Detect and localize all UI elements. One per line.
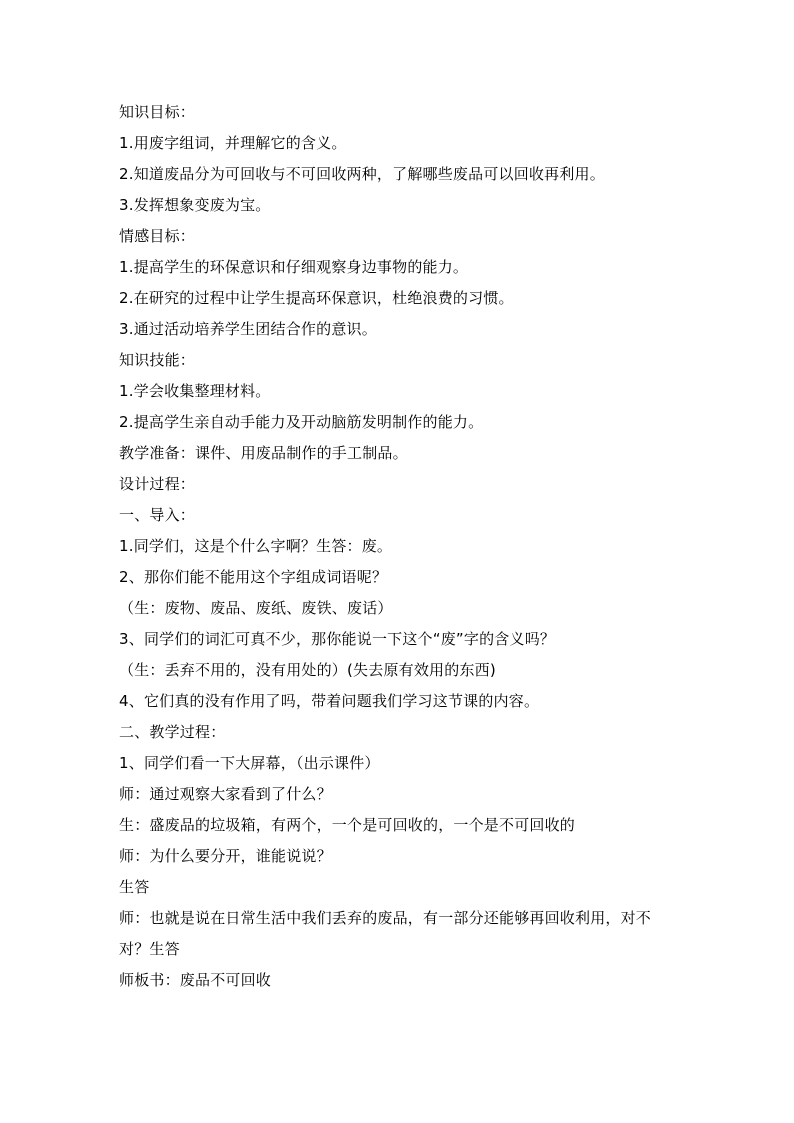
paragraph: 对？生答 xyxy=(119,940,180,958)
paragraph: （生：废物、废品、废纸、废铁、废话） xyxy=(119,599,393,617)
heading-introduction: 一、导入： xyxy=(119,506,196,524)
paragraph: 2.提高学生亲自动手能力及开动脑筋发明制作的能力。 xyxy=(119,413,484,431)
paragraph: 1.用废字组词，并理解它的含义。 xyxy=(119,134,347,152)
heading-emotion-goals: 情感目标： xyxy=(119,227,196,245)
paragraph: 1.提高学生的环保意识和仔细观察身边事物的能力。 xyxy=(119,258,469,276)
paragraph: 3.发挥想象变废为宝。 xyxy=(119,196,271,214)
paragraph: 4、它们真的没有作用了吗，带着问题我们学习这节课的内容。 xyxy=(119,692,540,710)
paragraph-teaching-prep: 教学准备：课件、用废品制作的手工制品。 xyxy=(119,444,408,462)
paragraph: 师板书：废品不可回收 xyxy=(119,971,272,989)
document-body xyxy=(119,97,679,996)
paragraph: 1.同学们，这是个什么字啊？生答：废。 xyxy=(119,537,393,555)
paragraph: 3、同学们的词汇可真不少，那你能说一下这个“废”字的含义吗？ xyxy=(119,630,556,648)
heading-teaching-process: 二、教学过程： xyxy=(119,723,226,741)
paragraph: 师：为什么要分开，谁能说说？ xyxy=(119,847,332,865)
paragraph: 生：盛废品的垃圾箱，有两个，一个是可回收的，一个是不可回收的 xyxy=(119,816,576,834)
paragraph: 1、同学们看一下大屏幕，（出示课件） xyxy=(119,754,380,772)
heading-design-process: 设计过程： xyxy=(119,475,196,493)
paragraph: 生答 xyxy=(119,878,150,896)
heading-knowledge-skills: 知识技能： xyxy=(119,351,196,369)
paragraph: 2.在研究的过程中让学生提高环保意识，杜绝浪费的习惯。 xyxy=(119,289,514,307)
paragraph: 1.学会收集整理材料。 xyxy=(119,382,271,400)
paragraph: （生：丢弃不用的，没有用处的）(失去原有效用的东西) xyxy=(119,661,496,679)
paragraph: 2.知道废品分为可回收与不可回收两种，了解哪些废品可以回收再利用。 xyxy=(119,165,605,183)
heading-knowledge-goals: 知识目标： xyxy=(119,103,196,121)
paragraph: 师：通过观察大家看到了什么？ xyxy=(119,785,332,803)
paragraph: 2、那你们能不能用这个字组成词语呢？ xyxy=(119,568,388,586)
paragraph: 师：也就是说在日常生活中我们丢弃的废品，有一部分还能够再回收利用，对不 xyxy=(119,909,652,927)
paragraph: 3.通过活动培养学生团结合作的意识。 xyxy=(119,320,377,338)
